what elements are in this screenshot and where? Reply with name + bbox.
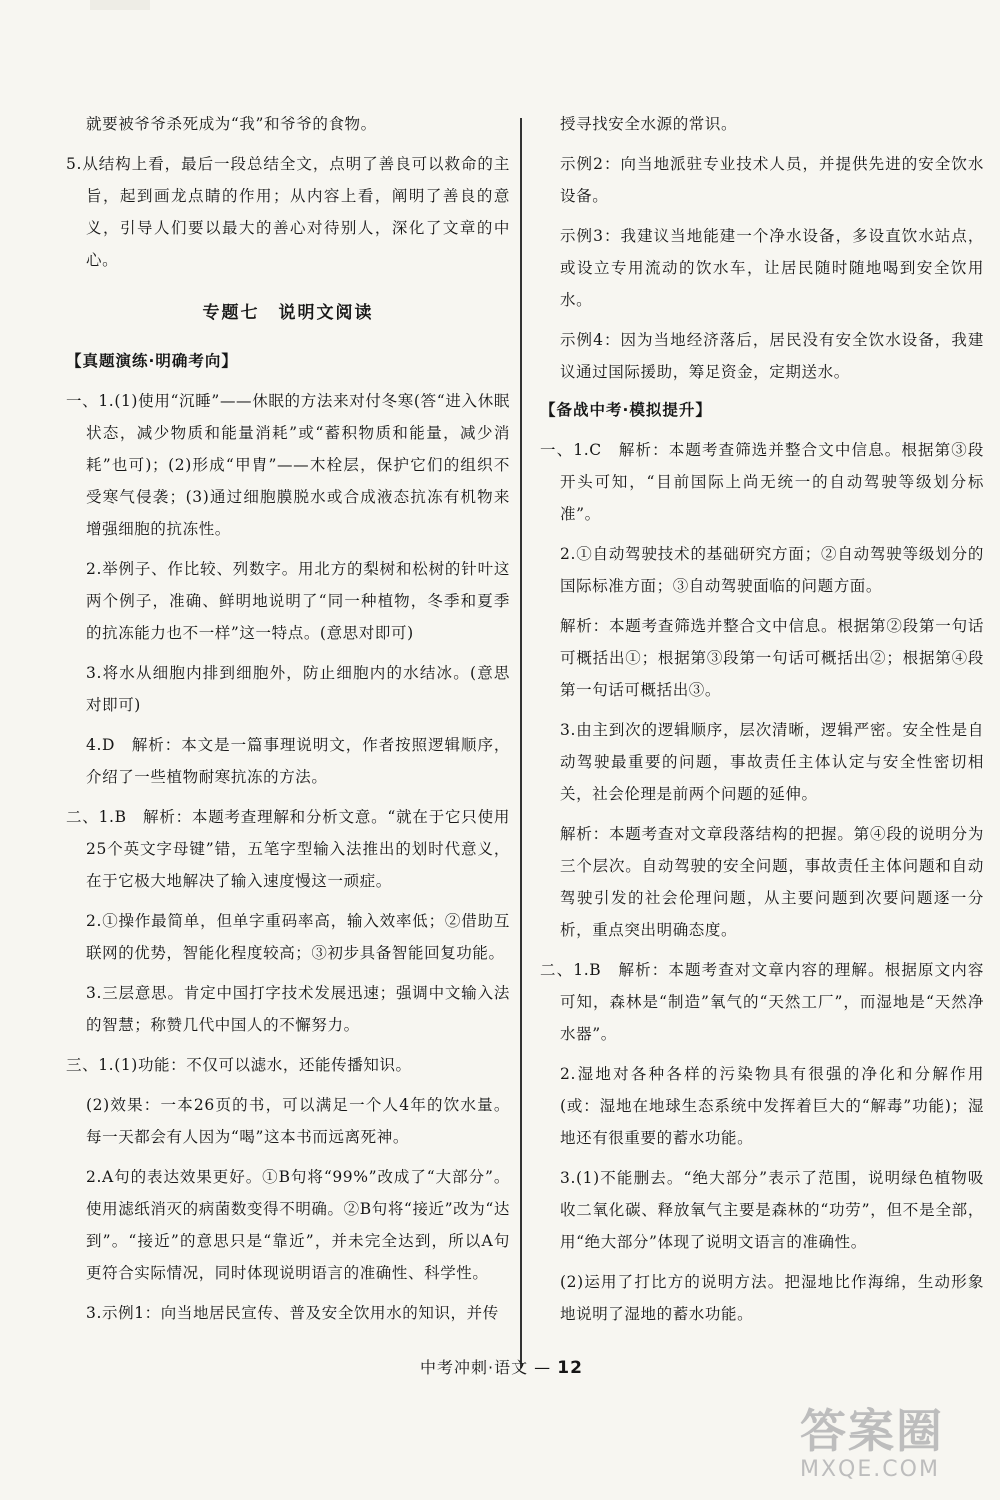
footer-label: 中考冲刺·语文 —	[420, 1358, 552, 1377]
watermark-logo	[800, 1405, 990, 1495]
paragraph: 5.从结构上看，最后一段总结全文，点明了善良可以救命的主旨，起到画龙点睛的作用；从内容上看，阐明了善良的意义，引导人们要以最大的善心对待别人，深化了文章的中心。	[66, 155, 510, 269]
page-number: 12	[557, 1358, 583, 1378]
answer-item: 一、1.C 解析：本题考查筛选并整合文中信息。根据第③段开头可知，“目前国际上尚无统一的自动驾驶等级划分标准”。	[540, 441, 984, 523]
answer-item: 2.①操作最简单，但单字重码率高，输入效率低；②借助互联网的优势，智能化程度较高；③初步具备智能回复功能。	[86, 912, 510, 962]
left-column	[66, 108, 510, 1337]
paragraph: 就要被爷爷杀死成为“我”和爷爷的食物。	[86, 115, 377, 133]
answer-item: 示例2：向当地派驻专业技术人员，并提供先进的安全饮水设备。	[560, 155, 984, 205]
answer-item: 3.示例1：向当地居民宣传、普及安全饮用水的知识，并传	[86, 1304, 499, 1322]
right-column	[540, 108, 984, 1338]
answer-item: 示例4：因为当地经济落后，居民没有安全饮水设备，我建议通过国际援助，筹足资金，定期送水。	[560, 331, 984, 381]
answer-item: 一、1.(1)使用“沉睡”——休眠的方法来对付冬寒(答“进入休眠状态，减少物质和能量消耗”或“蓄积物质和能量，减少消耗”也可)；(2)形成“甲胄”——木栓层，保护它们的组织不受寒气侵袭；(3)通过细胞膜脱水或合成液态抗冻有机物来增强细胞的抗冻性。	[66, 392, 510, 538]
answer-item: 三、1.(1)功能：不仅可以滤水，还能传播知识。	[66, 1056, 412, 1074]
answer-item: 2.湿地对各种各样的污染物具有很强的净化和分解作用(或：湿地在地球生态系统中发挥着巨大的“解毒”功能)；湿地还有很重要的蓄水功能。	[560, 1065, 984, 1147]
answer-item: 授寻找安全水源的常识。	[560, 115, 738, 133]
topic-title: 专题七 说明文阅读	[202, 303, 374, 323]
answer-item: (2)效果：一本26页的书，可以满足一个人4年的饮水量。每一天都会有人因为“喝”这本书而远离死神。	[86, 1096, 510, 1146]
answer-item: 二、1.B 解析：本题考查对文章内容的理解。根据原文内容可知，森林是“制造”氧气的“天然工厂”，而湿地是“天然净水器”。	[540, 961, 984, 1043]
answer-item: 2.举例子、作比较、列数字。用北方的梨树和松树的针叶这两个例子，准确、鲜明地说明了“同一种植物，冬季和夏季的抗冻能力也不一样”这一特点。(意思对即可)	[86, 560, 510, 642]
section-heading: 【真题演练·明确考向】	[66, 352, 238, 370]
answer-item: 2.A句的表达效果更好。①B句将“99%”改成了“大部分”。使用滤纸消灭的病菌数变得不明确。②B句将“接近”改为“达到”。“接近”的意思只是“靠近”，并未完全达到，所以A句更符合实际情况，同时体现说明语言的准确性、科学性。	[86, 1168, 510, 1282]
scan-corner-mark	[90, 0, 150, 10]
answer-item: 解析：本题考查对文章段落结构的把握。第④段的说明分为三个层次。自动驾驶的安全问题，事故责任主体问题和自动驾驶引发的社会伦理问题，从主要问题到次要问题逐一分析，重点突出明确态度。	[560, 825, 984, 939]
section-heading: 【备战中考·模拟提升】	[540, 401, 712, 419]
answer-item: (2)运用了打比方的说明方法。把湿地比作海绵，生动形象地说明了湿地的蓄水功能。	[560, 1273, 984, 1323]
page-footer	[420, 1355, 583, 1378]
answer-item: 解析：本题考查筛选并整合文中信息。根据第②段第一句话可概括出①；根据第③段第一句话可概括出②；根据第④段第一句话可概括出③。	[560, 617, 984, 699]
answer-item: 3.(1)不能删去。“绝大部分”表示了范围，说明绿色植物吸收二氧化碳、释放氧气主要是森林的“功劳”，但不是全部，用“绝大部分”体现了说明文语言的准确性。	[560, 1169, 984, 1251]
answer-item: 示例3：我建议当地能建一个净水设备，多设直饮水站点，或设立专用流动的饮水车，让居民随时随地喝到安全饮用水。	[560, 227, 984, 309]
answer-item: 3.将水从细胞内排到细胞外，防止细胞内的水结冰。(意思对即可)	[86, 664, 510, 714]
answer-item: 3.三层意思。肯定中国打字技术发展迅速；强调中文输入法的智慧；称赞几代中国人的不懈努力。	[86, 984, 510, 1034]
watermark-text: 答案圈	[800, 1404, 944, 1458]
answer-item: 2.①自动驾驶技术的基础研究方面；②自动驾驶等级划分的国际标准方面；③自动驾驶面临的问题方面。	[560, 545, 984, 595]
answer-item: 3.由主到次的逻辑顺序，层次清晰，逻辑严密。安全性是自动驾驶最重要的问题，事故责任主体认定与安全性密切相关，社会伦理是前两个问题的延伸。	[560, 721, 984, 803]
column-divider	[520, 118, 522, 1368]
watermark-url: MXQE.COM	[800, 1457, 940, 1482]
answer-item: 二、1.B 解析：本题考查理解和分析文意。“就在于它只使用25个英文字母键”错，五笔字型输入法推出的划时代意义，在于它极大地解决了输入速度慢这一顽症。	[66, 808, 510, 890]
answer-item: 4.D 解析：本文是一篇事理说明文，作者按照逻辑顺序，介绍了一些植物耐寒抗冻的方法。	[86, 736, 510, 786]
